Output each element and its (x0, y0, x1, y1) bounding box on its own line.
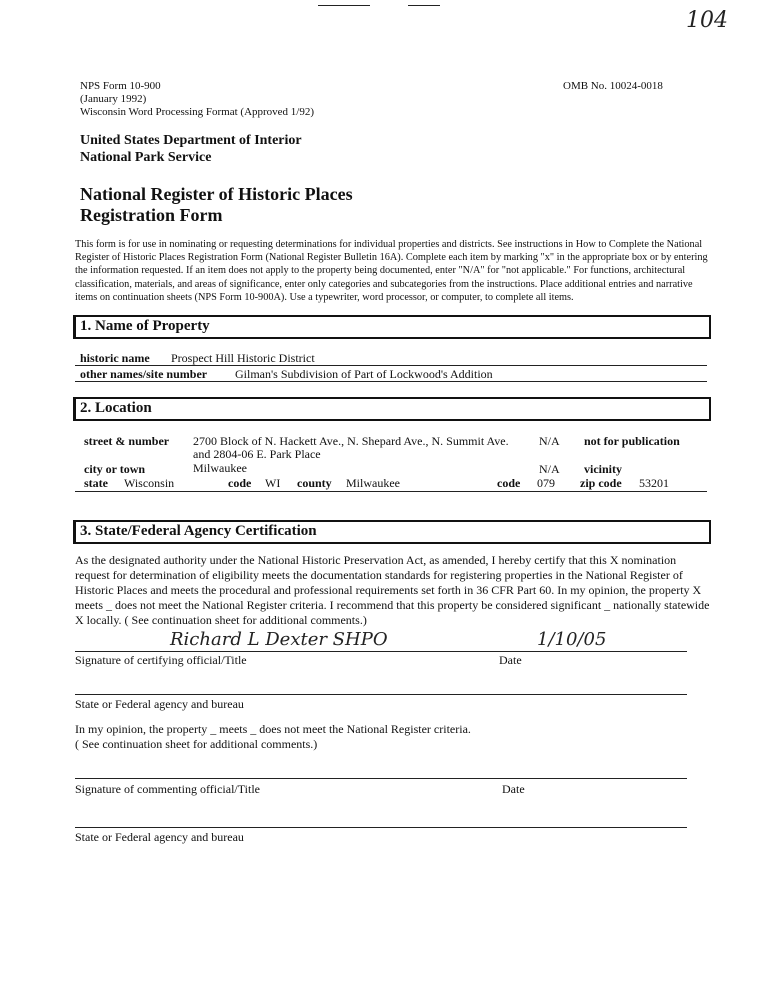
section-2-title: 2. Location (80, 400, 152, 416)
commenting-agency-line (75, 827, 687, 828)
section-2-header (73, 397, 711, 421)
form-subtitle: Registration Form (80, 205, 223, 225)
county-label: county (297, 476, 332, 490)
form-date: (January 1992) (80, 93, 147, 105)
other-names-label: other names/site number (80, 367, 208, 381)
vicinity-label: vicinity (584, 462, 622, 476)
signature-label: Signature of certifying official/Title (75, 653, 247, 667)
form-number: NPS Form 10-900 (80, 80, 161, 92)
zip-label: zip code (580, 476, 622, 490)
zip-value: 53201 (639, 476, 669, 490)
street-value: 2700 Block of N. Hackett Ave., N. Shepard Ave., N. Summit Ave. (193, 434, 509, 448)
street-label: street & number (84, 434, 170, 448)
section-3-title: 3. State/Federal Agency Certification (80, 523, 317, 539)
city-value: Milwaukee (193, 461, 247, 475)
divider (75, 491, 707, 492)
instructions: This form is for use in nominating or requesting determinations for individual properties and districts. See instructions in How to Complete the National Register of Historic Places Registration Form (National Register Bulletin 16A). Complete each item by marking "x" in the appropriate box or by entering the information requested. If an item does not apply to the property being documented, enter "N/A" for "not applicable." For functions, architectural classification, materials, and areas of significance, enter only categories and subcategories from the instructions. Place additional entries and narrative items on continuation sheets (NPS Form 10-900A). Use a typewriter, word processor, or computer, to complete all items. (75, 239, 708, 303)
signature-date: 1/10/05 (537, 629, 607, 650)
divider (75, 381, 707, 382)
commenting-agency-label: State or Federal agency and bureau (75, 830, 244, 844)
nfp-label: not for publication (584, 434, 680, 448)
scan-mark (318, 5, 370, 6)
date-label: Date (499, 653, 522, 667)
other-names-value: Gilman's Subdivision of Part of Lockwood's Addition (235, 367, 493, 381)
county-code-value: 079 (537, 476, 555, 490)
section-1-title: 1. Name of Property (80, 318, 210, 334)
state-code-label: code (228, 476, 252, 490)
certification-text: As the designated authority under the National Historic Preservation Act, as amended, I hereby certify that this X nomination request for determination of eligibility meets the documentation standards for registering properties in the National Register of Historic Places and meets the procedural and professional requirements set forth in 36 CFR Part 60. In my opinion, the property X meets _ does not meet the National Register criteria. I recommend that this property be considered significant _ nationally statewide X locally. ( See continuation sheet for additional comments.) (75, 553, 710, 627)
scan-mark (408, 5, 440, 6)
commenting-date-label: Date (502, 782, 525, 796)
agency-line (75, 694, 687, 695)
vicinity-value: N/A (539, 462, 560, 476)
historic-name-value: Prospect Hill Historic District (171, 351, 315, 365)
service: National Park Service (80, 150, 212, 165)
county-code-label: code (497, 476, 521, 490)
divider (75, 365, 707, 366)
opinion-comments: ( See continuation sheet for additional comments.) (75, 737, 318, 751)
county-value: Milwaukee (346, 476, 400, 490)
form-format: Wisconsin Word Processing Format (Approved 1/92) (80, 106, 315, 118)
section-3-header (73, 520, 711, 544)
street-value-2: and 2804-06 E. Park Place (193, 447, 321, 461)
department: United States Department of Interior (80, 133, 302, 148)
signature-line (75, 651, 687, 652)
commenting-signature-label: Signature of commenting official/Title (75, 782, 260, 796)
state-code-value: WI (265, 476, 281, 490)
commenting-signature-line (75, 778, 687, 779)
state-label: state (84, 476, 108, 490)
omb-number: OMB No. 10024-0018 (563, 80, 663, 92)
signature: Richard L Dexter SHPO (170, 629, 388, 650)
city-label: city or town (84, 462, 146, 476)
nfp-value: N/A (539, 434, 560, 448)
state-value: Wisconsin (124, 476, 175, 490)
form-title: National Register of Historic Places (80, 184, 353, 204)
historic-name-label: historic name (80, 351, 150, 365)
agency-label: State or Federal agency and bureau (75, 697, 244, 711)
section-1-header (73, 315, 711, 339)
handwritten-page-number: 104 (686, 8, 728, 33)
opinion-text: In my opinion, the property _ meets _ does not meet the National Register criteria. (75, 722, 471, 736)
